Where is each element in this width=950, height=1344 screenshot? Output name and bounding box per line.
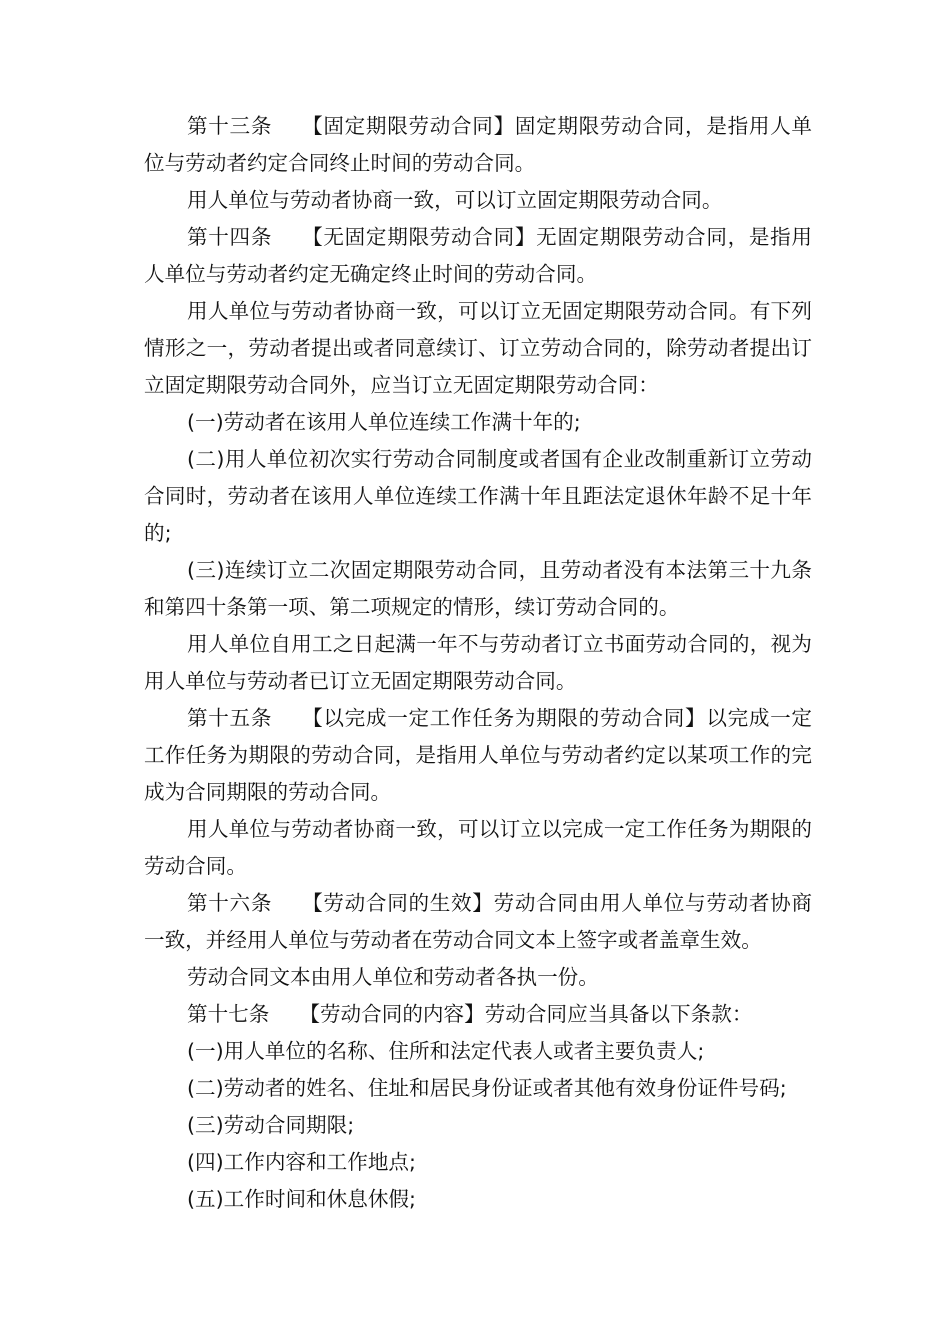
list-item <box>144 1033 812 1070</box>
paragraph-text: 劳动合同文本由用人单位和劳动者各执一份。 <box>187 965 599 989</box>
list-item <box>144 404 812 441</box>
paragraph <box>144 626 812 700</box>
list-item <box>144 552 812 626</box>
article-number: 第十三条 <box>187 114 273 138</box>
paragraph-text: (四)工作内容和工作地点; <box>187 1150 416 1174</box>
paragraph-article-13 <box>144 108 812 182</box>
paragraph-text: (三)劳动合同期限; <box>187 1113 355 1137</box>
article-number: 第十四条 <box>187 225 273 249</box>
paragraph-text: 【劳动合同的生效】劳动合同由用人单位与劳动者协商一致，并经用人单位与劳动者在劳动合同文本上签字或者盖章生效。 <box>144 891 813 952</box>
paragraph-text: (一)劳动者在该用人单位连续工作满十年的; <box>187 410 581 434</box>
article-number: 第十五条 <box>187 706 273 730</box>
paragraph <box>144 959 812 996</box>
document-body <box>144 108 812 1218</box>
paragraph-text: (二)用人单位初次实行劳动合同制度或者国有企业改制重新订立劳动合同时，劳动者在该用人单位连续工作满十年且距法定退休年龄不足十年的; <box>144 447 812 545</box>
paragraph-text: 【无固定期限劳动合同】无固定期限劳动合同，是指用人单位与劳动者约定无确定终止时间的劳动合同。 <box>144 225 813 286</box>
paragraph-text: (二)劳动者的姓名、住址和居民身份证或者其他有效身份证件号码; <box>187 1076 787 1100</box>
paragraph-text: 【固定期限劳动合同】固定期限劳动合同，是指用人单位与劳动者约定合同终止时间的劳动合同。 <box>144 114 813 175</box>
paragraph-article-14 <box>144 219 812 293</box>
paragraph-text: 【劳动合同的内容】劳动合同应当具备以下条款： <box>299 1002 753 1026</box>
paragraph-text: (一)用人单位的名称、住所和法定代表人或者主要负责人; <box>187 1039 705 1063</box>
paragraph-text: 用人单位与劳动者协商一致，可以订立无固定期限劳动合同。有下列情形之一，劳动者提出或者同意续订、订立劳动合同的，除劳动者提出订立固定期限劳动合同外，应当订立无固定期限劳动合同： <box>144 299 812 397</box>
paragraph-text: 用人单位与劳动者协商一致，可以订立以完成一定工作任务为期限的劳动合同。 <box>144 817 812 878</box>
list-item <box>144 1070 812 1107</box>
list-item <box>144 1144 812 1181</box>
paragraph-text: 【以完成一定工作任务为期限的劳动合同】以完成一定工作任务为期限的劳动合同，是指用人单位与劳动者约定以某项工作的完成为合同期限的劳动合同。 <box>144 706 813 804</box>
list-item <box>144 1181 812 1218</box>
paragraph-text: (三)连续订立二次固定期限劳动合同，且劳动者没有本法第三十九条和第四十条第一项、第二项规定的情形，续订劳动合同的。 <box>144 558 812 619</box>
paragraph-article-17 <box>144 996 812 1033</box>
paragraph-article-15 <box>144 700 812 811</box>
paragraph-text: 用人单位与劳动者协商一致，可以订立固定期限劳动合同。 <box>187 188 723 212</box>
paragraph-text: 用人单位自用工之日起满一年不与劳动者订立书面劳动合同的，视为用人单位与劳动者已订立无固定期限劳动合同。 <box>144 632 812 693</box>
list-item <box>144 1107 812 1144</box>
article-number: 第十六条 <box>187 891 273 915</box>
paragraph-article-16 <box>144 885 812 959</box>
list-item <box>144 441 812 552</box>
paragraph-text: (五)工作时间和休息休假; <box>187 1187 416 1211</box>
paragraph <box>144 811 812 885</box>
paragraph <box>144 182 812 219</box>
article-number: 第十七条 <box>187 1002 270 1026</box>
paragraph <box>144 293 812 404</box>
